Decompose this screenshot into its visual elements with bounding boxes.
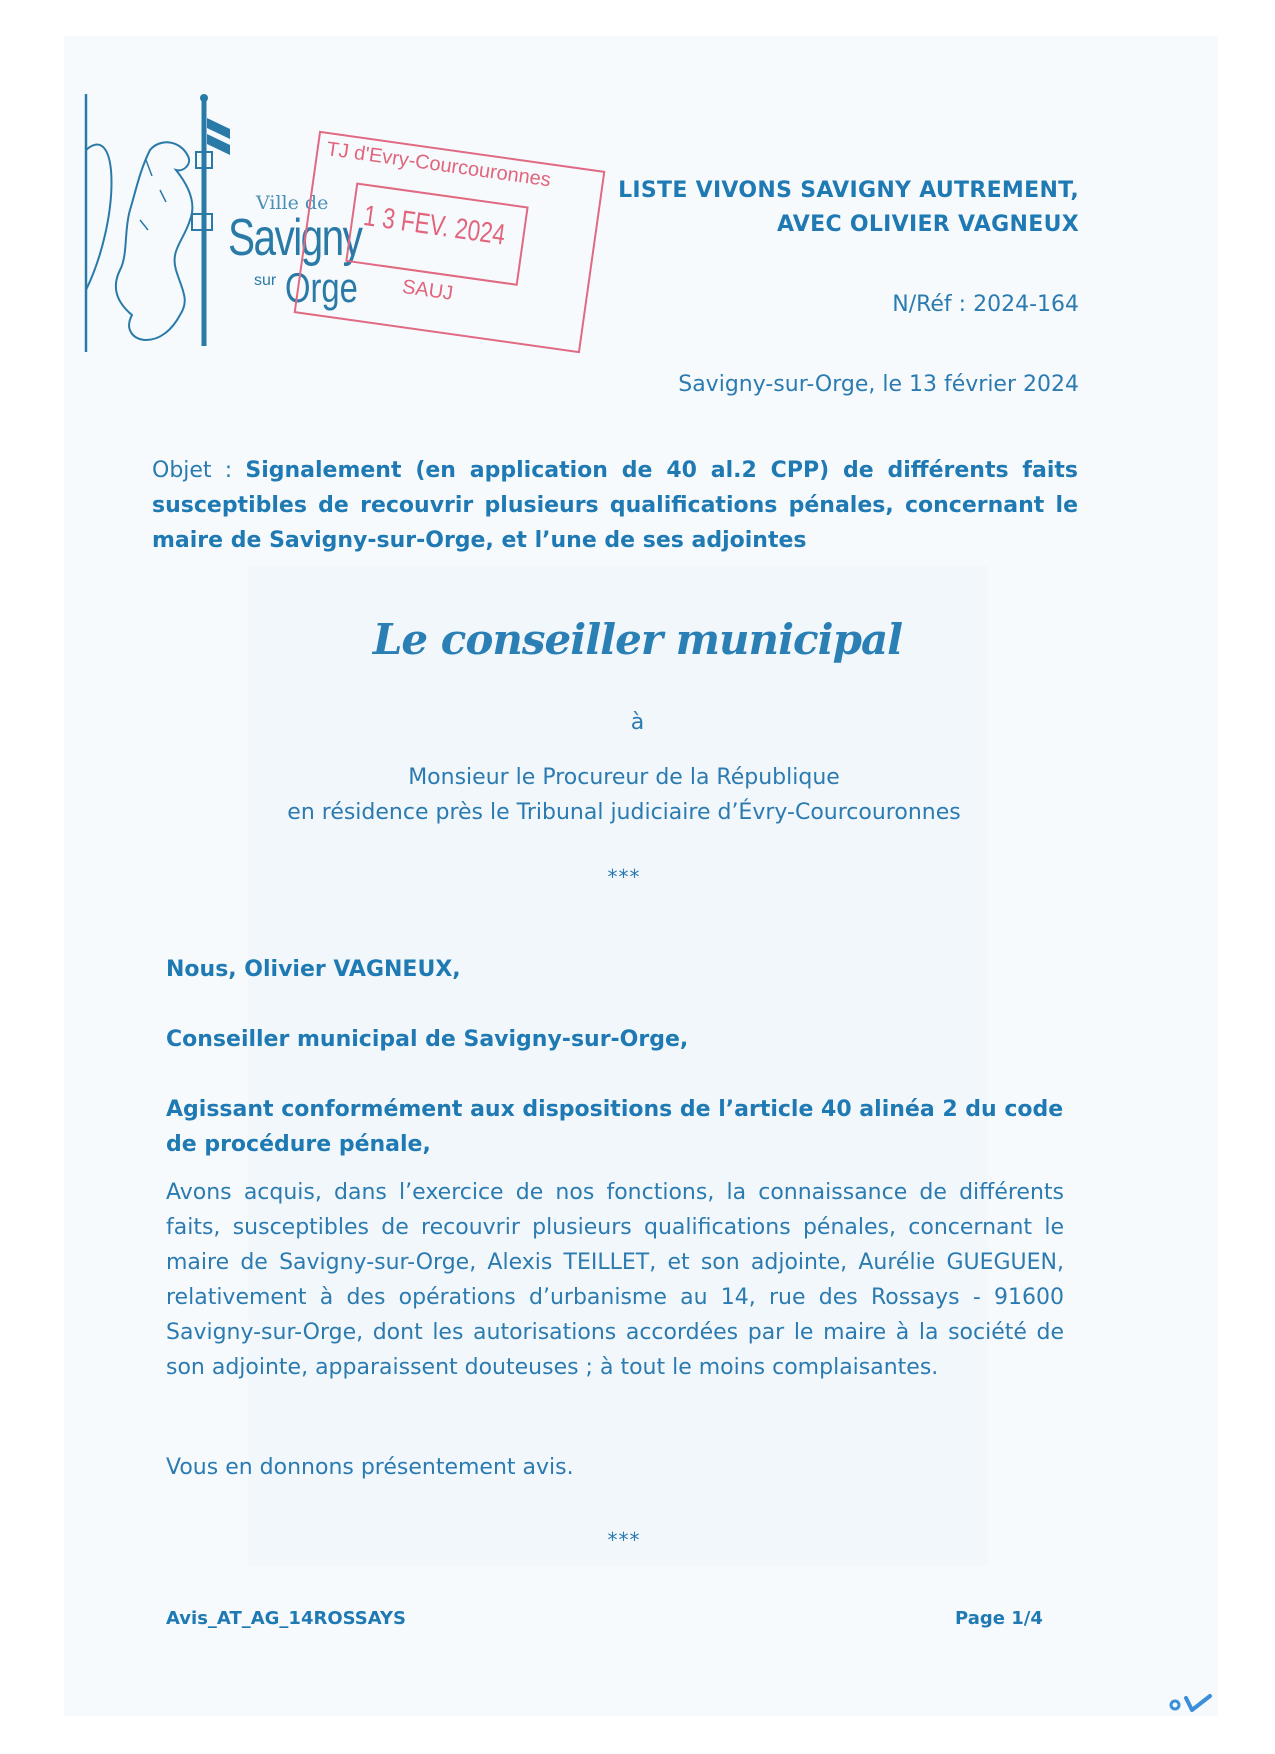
city-prefix: Ville de <box>256 192 329 214</box>
subject-label: Objet : <box>152 458 233 483</box>
sender-title: Le conseiller municipal <box>372 615 903 664</box>
body-paragraph: Avons acquis, dans l’exercice de nos fonctions, la connaissance de différents faits, susceptibles de recouvrir plusieurs qualifications pénales, concernant le maire de Savigny-sur-Orge, Alexis TEILLET, et son adjointe, Aurélie GUEGUEN, relativement à des opérations d’urbanisme au 14, rue des Rossays - 91600 Savigny-sur-Orge, dont les autorisations accordées par le maire à la société de son adjointe, apparaissent douteuses ; à tout le moins complaisantes. <box>166 1180 1064 1380</box>
subject-line <box>152 453 1078 558</box>
stamp-court-name: TJ d'Evry-Courcouronnes <box>325 138 553 192</box>
reference-number: N/Réf : 2024-164 <box>892 292 1079 317</box>
body-nous: Nous, Olivier VAGNEUX, <box>166 957 461 982</box>
addressee <box>0 760 1248 830</box>
body-role: Conseiller municipal de Savigny-sur-Orge, <box>166 1027 689 1052</box>
stamp-date-box <box>345 182 528 285</box>
body-legal-basis: Agissant conformément aux dispositions de l’article 40 alinéa 2 du code de procédure pénale, <box>166 1097 1064 1157</box>
footer-page-number: Page 1/4 <box>955 1608 1043 1629</box>
body-closing: Vous en donnons présentement avis. <box>166 1455 574 1480</box>
footer-document-id: Avis_AT_AG_14ROSSAYS <box>166 1608 406 1629</box>
subject-text: Signalement (en application de 40 al.2 CPP) de différents faits susceptibles de recouvrir plusieurs qualifications pénales, concernant le maire de Savigny-sur-Orge, et l’une de ses adjointes <box>152 458 1078 553</box>
stamp-service: SAUJ <box>400 275 455 305</box>
addressee-line2: en résidence près le Tribunal judiciaire d’Évry-Courcouronnes <box>287 800 961 825</box>
lion-holding-banner-icon <box>80 90 230 362</box>
city-suffix: Orge <box>285 264 358 311</box>
city-logo <box>80 90 230 362</box>
handwritten-checkmark-icon <box>1168 1690 1216 1716</box>
section-separator: *** <box>607 865 641 889</box>
to-word: à <box>630 710 645 735</box>
section-separator: *** <box>607 1528 641 1552</box>
stamp-date: 1 3 FEV. 2024 <box>361 199 508 252</box>
sender-list-title-line2: AVEC OLIVIER VAGNEUX <box>776 212 1079 237</box>
place-and-date: Savigny-sur-Orge, le 13 février 2024 <box>678 372 1079 397</box>
sender-list-title-line1: LISTE VIVONS SAVIGNY AUTREMENT, <box>618 178 1079 203</box>
addressee-line1: Monsieur le Procureur de la République <box>408 765 840 790</box>
city-suffix-small: sur <box>254 272 277 289</box>
city-name: Savigny <box>228 209 362 267</box>
sender-list-title <box>618 174 1079 242</box>
